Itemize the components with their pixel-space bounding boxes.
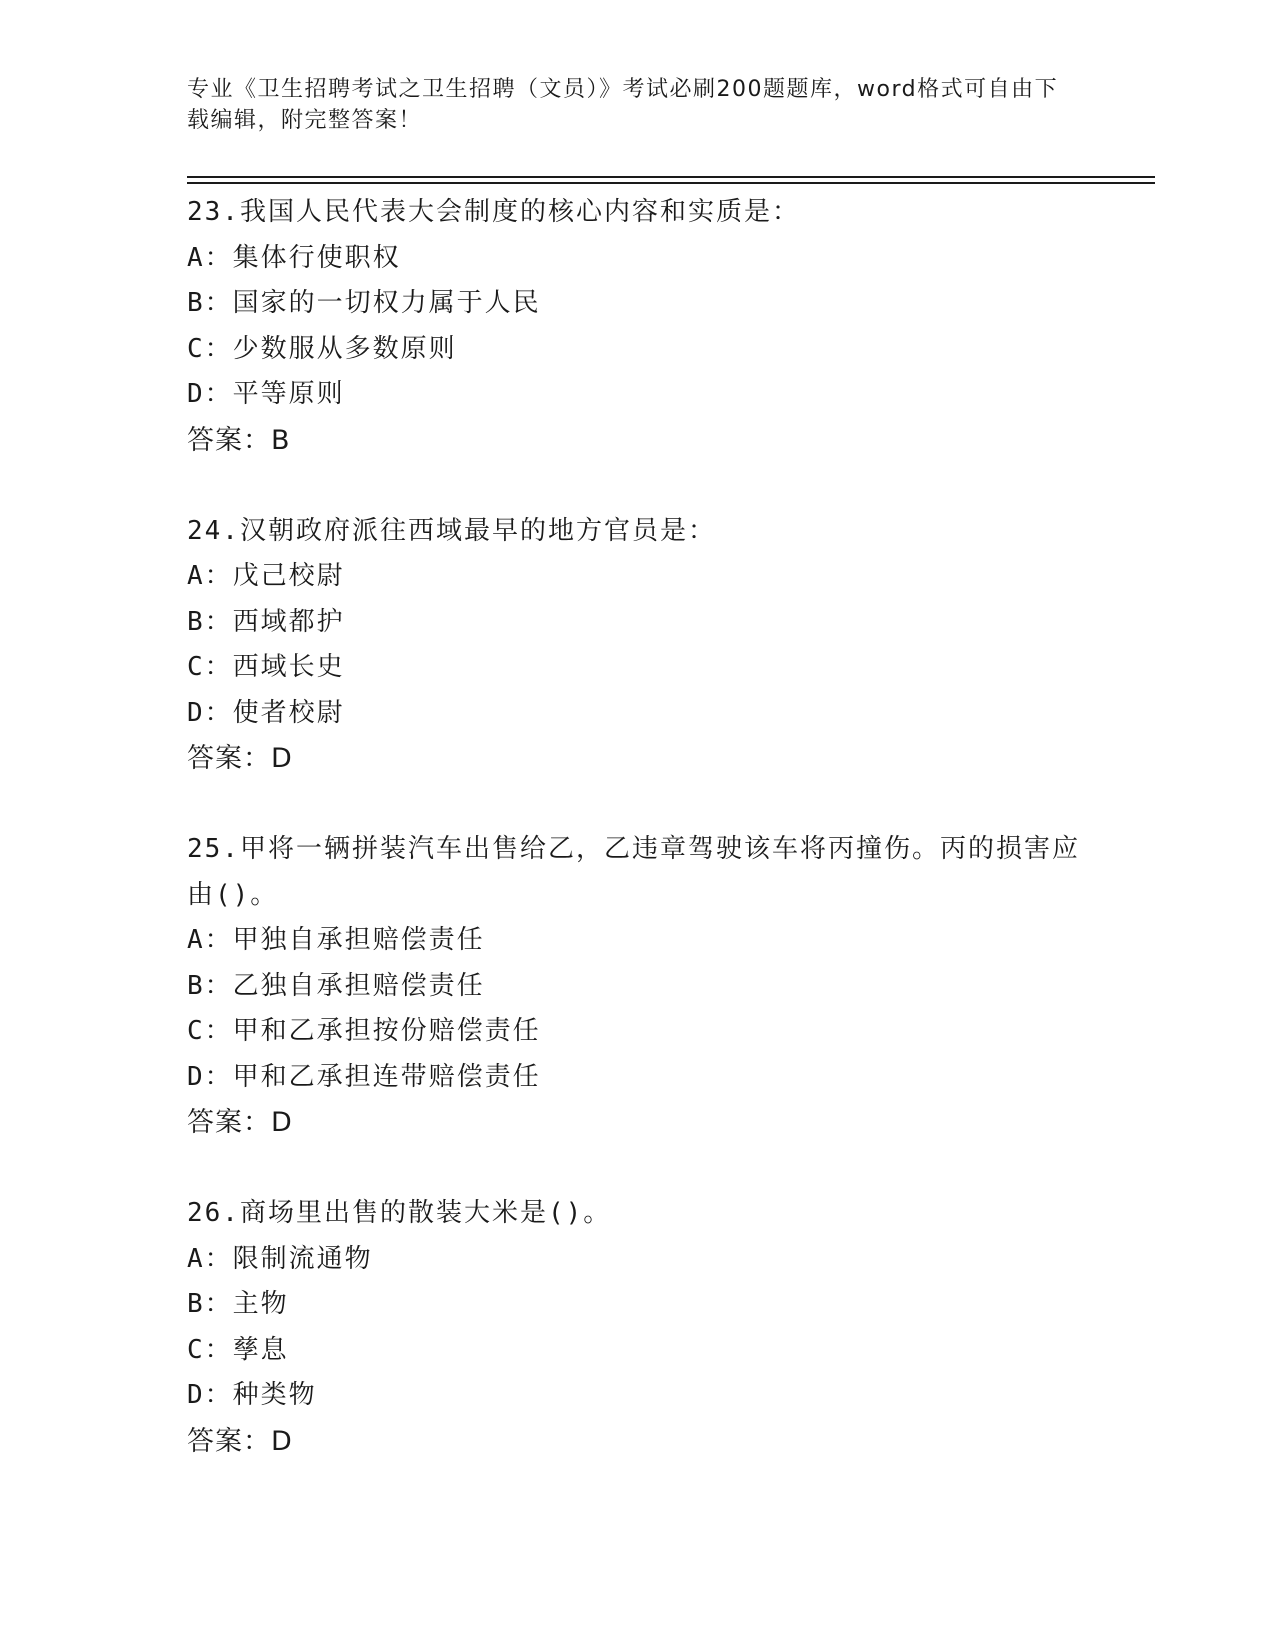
question-25 bbox=[187, 827, 1155, 1145]
question-stem: 23.我国人民代表大会制度的核心内容和实质是： bbox=[187, 197, 800, 227]
header-divider-top bbox=[187, 176, 1155, 178]
option-a: A：集体行使职权 bbox=[187, 242, 401, 273]
option-c: C：甲和乙承担按份赔偿责任 bbox=[187, 1016, 541, 1046]
question-stem: 24.汉朝政府派往西域最早的地方官员是： bbox=[187, 515, 716, 546]
option-a: A：戊己校尉 bbox=[187, 561, 345, 591]
answer-label: 答案：D bbox=[187, 743, 293, 774]
option-b: B：西域都护 bbox=[187, 606, 345, 637]
option-d: D：使者校尉 bbox=[187, 697, 345, 728]
option-d: D：甲和乙承担连带赔偿责任 bbox=[187, 1061, 541, 1092]
question-24 bbox=[187, 509, 1155, 782]
document-header: 专业《卫生招聘考试之卫生招聘（文员）》考试必刷200题题库，word格式可自由下载编辑，附完整答案！ bbox=[187, 77, 1059, 133]
option-b: B：乙独自承担赔偿责任 bbox=[187, 970, 485, 1001]
option-d: D：种类物 bbox=[187, 1380, 317, 1410]
question-26 bbox=[187, 1191, 1155, 1464]
header-divider-bottom bbox=[187, 182, 1155, 184]
answer-label: 答案：D bbox=[187, 1425, 293, 1457]
answer-label: 答案：B bbox=[187, 424, 291, 456]
answer-label: 答案：D bbox=[187, 1107, 293, 1138]
option-a: A：甲独自承担赔偿责任 bbox=[187, 925, 485, 955]
option-b: B：国家的一切权力属于人民 bbox=[187, 288, 541, 318]
question-stem: 25.甲将一辆拼装汽车出售给乙，乙违章驾驶该车将丙撞伤。丙的损害应由()。 bbox=[187, 834, 1080, 910]
option-b: B：主物 bbox=[187, 1289, 289, 1319]
option-c: C：西域长史 bbox=[187, 652, 345, 682]
option-c: C：孳息 bbox=[187, 1334, 289, 1365]
option-d: D：平等原则 bbox=[187, 379, 345, 409]
question-23 bbox=[187, 190, 1155, 463]
option-a: A：限制流通物 bbox=[187, 1243, 373, 1274]
question-stem: 26.商场里出售的散装大米是()。 bbox=[187, 1198, 612, 1228]
question-list bbox=[187, 190, 1155, 1510]
option-c: C：少数服从多数原则 bbox=[187, 333, 457, 364]
